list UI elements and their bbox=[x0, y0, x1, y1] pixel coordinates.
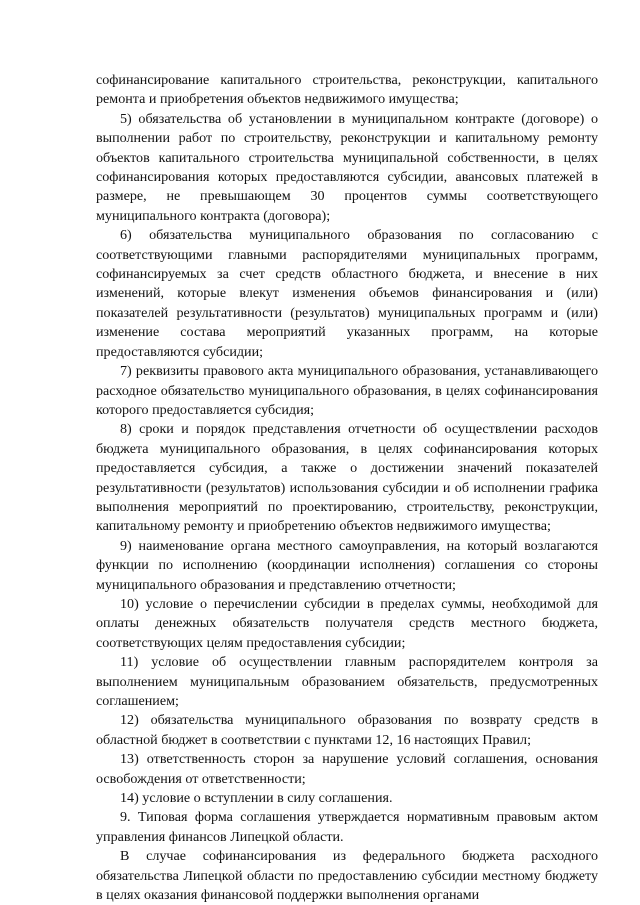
paragraph-federal-cofinancing: В случае софинансирования из федерального бюджета расходного обязательства Липецкой области по предоставлению субсидии местному бюджету в целях оказания финансовой поддержки выполнения органами bbox=[96, 848, 598, 904]
paragraph-continuation: софинансирование капитального строительства, реконструкции, капитального ремонта и приобретения объектов недвижимого имущества; bbox=[96, 72, 598, 108]
paragraph-item-13: 13) ответственность сторон за нарушение условий соглашения, основания освобождения от ответственности; bbox=[96, 751, 598, 787]
paragraph-item-14: 14) условие о вступлении в силу соглашения. bbox=[120, 790, 393, 807]
paragraph-item-7: 7) реквизиты правового акта муниципального образования, устанавливающего расходное обязательство муниципального образования, в целях софинансирования которого предоставляется субсидия; bbox=[96, 363, 598, 418]
paragraph-item-9: 9) наименование органа местного самоуправления, на который возлагаются функции по исполнению (координации исполнения) соглашения со стороны муниципального образования и представлению отчетности; bbox=[96, 537, 598, 593]
paragraph-item-12: 12) обязательства муниципального образования по возврату средств в областной бюджет в соответствии с пунктами 12, 16 настоящих Правил; bbox=[96, 712, 598, 748]
paragraph-item-10: 10) условие о перечислении субсидии в пределах суммы, необходимой для оплаты денежных обязательств получателя средств местного бюджета, соответствующих целям предоставления субсидии; bbox=[96, 595, 598, 651]
paragraph-item-5: 5) обязательства об установлении в муниципальном контракте (договоре) о выполнении работ по строительству, реконструкции и капитальному ремонту объектов капитального строительства муниципальной собственности, в целях софинансирования которых предоставляются субсидии, авансовых платежей в размере, не превышающем 30 процентов суммы соответствующего муниципального контракта (договора); bbox=[96, 110, 598, 224]
paragraph-clause-9: 9. Типовая форма соглашения утверждается нормативным правовым актом управления финансов Липецкой области. bbox=[96, 809, 598, 845]
paragraph-item-6: 6) обязательства муниципального образования по согласованию с соответствующими главными распорядителями муниципальных программ, софинансируемых за счет средств областного бюджета, и внесение в них изменений, которые влекут изменения объемов финансирования и (или) показателей результативности (результатов) муниципальных программ и (или) изменение состава мероприятий указанных программ, на которые предоставляются субсидии; bbox=[96, 227, 598, 360]
document-body bbox=[96, 71, 598, 905]
paragraph-item-8: 8) сроки и порядок представления отчетности об осуществлении расходов бюджета муниципального образования, в целях софинансирования которых предоставляется субсидия, а также о достижении значений показателей результативности (результатов) использования субсидии и об исполнении графика выполнения мероприятий по проектированию, строительству, реконструкции, капитальному ремонту и приобретению объектов недвижимого имущества; bbox=[96, 421, 598, 535]
paragraph-item-11: 11) условие об осуществлении главным распорядителем контроля за выполнением муниципальным образованием обязательств, предусмотренных соглашением; bbox=[96, 654, 598, 709]
